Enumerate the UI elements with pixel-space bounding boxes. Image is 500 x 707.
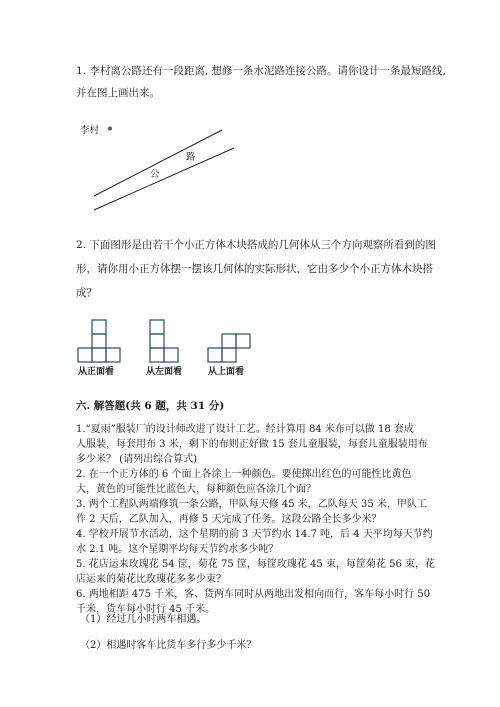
item-line: 1.“夏雨”服装厂的设计师改进了设计工艺。经计算用 84 米布可以做 18 套成	[76, 424, 414, 435]
item-line: 店运来的菊花比玫瑰花多多少束？	[76, 574, 226, 585]
q1-text-line2: 并在图上画出来。	[76, 87, 160, 99]
item-line: 6. 两地相距 475 千米，客、货两车同时从两地出发相向而行，客车每小时行 50	[76, 589, 431, 600]
left-view-grid	[150, 320, 178, 362]
item-line: 作 2 天后，乙队加入，再修 5 天完成了任务。这段公路全长多少米？	[76, 514, 382, 525]
road-label-lu: 路	[186, 152, 196, 163]
item-line: 2. 在一个正方体的 6 个面上各涂上一种颜色。要使掷出红色的可能性比黄色	[76, 469, 412, 480]
road-label-gong: 公	[150, 169, 160, 180]
item-line: 千米，货车每小时行 45 千米。	[76, 604, 216, 615]
q1-text-line1: 1. 李村离公路还有一段距离, 想修一条水泥路连接公路。请你设计一条最短路线,	[76, 65, 446, 77]
item-line: 人服装，每套用布 3 米，剩下的布则正好做 15 套儿童服装，每套儿童服装用布	[76, 439, 428, 450]
sub-question-1: （1）经过几小时两车相遇。	[80, 614, 207, 625]
q2-text-line3: 成？	[76, 287, 97, 299]
left-view-label: 从左面看	[146, 367, 183, 377]
front-view-grid	[78, 320, 120, 362]
top-view-label: 从上面看	[208, 367, 245, 377]
answer-questions	[76, 422, 476, 617]
item-line: 水 2.1 吨。这个星期平均每天节约水多少吨？	[76, 544, 279, 555]
item-line: 3. 两个工程队两端修筑一条公路，甲队每天修 45 米，乙队每天 35 米，甲队工	[76, 499, 427, 510]
top-view-grid	[208, 334, 250, 362]
village-label: 李村	[80, 125, 100, 136]
front-view-label: 从正面看	[78, 367, 115, 377]
item-line: 多少米？ (请列出综合算式)	[76, 454, 197, 465]
section-heading: 六. 解答题(共 6 题，共 31 分)	[76, 400, 225, 412]
item-line: 4. 学校开展节水活动，这个星期的前 3 天节约水 14.7 吨，后 4 天平均每天节约	[76, 529, 433, 540]
item-line: 5. 花店运来玫瑰花 54 筐，菊花 75 筐，每筐玫瑰花 45 束，每筐菊花 56 束，花	[76, 559, 436, 570]
item-line: 大，黄色的可能性比蓝色大，每种颜色应各涂几个面？	[76, 484, 316, 495]
q2-text-line2: 形，请你用小正方体摆一摆该几何体的实际形状，它由多少个小正方体木块搭	[76, 263, 433, 275]
q2-text-line1: 2. 下面图形是由若干个小正方体木块搭成的几何体从三个方向观察所看到的图	[76, 239, 436, 251]
sub-question-2: （2）相遇时客车比货车多行多少千米？	[80, 640, 257, 651]
